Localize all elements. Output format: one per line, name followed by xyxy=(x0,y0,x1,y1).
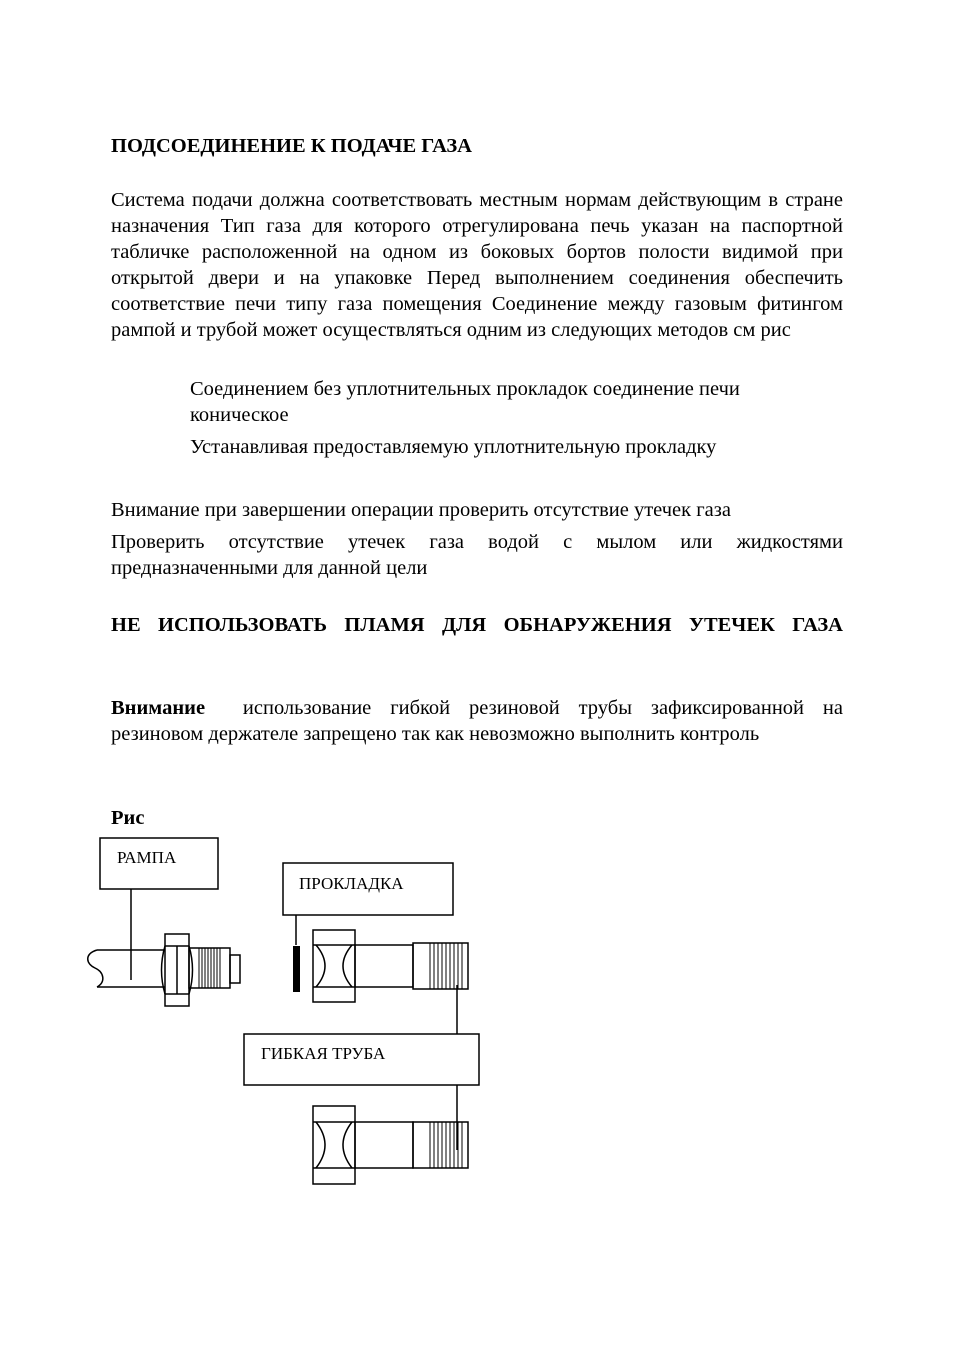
heading-no-flame: НЕ ИСПОЛЬЗОВАТЬ ПЛАМЯ ДЛЯ ОБНАРУЖЕНИЯ УТЕЧЕК ГАЗА xyxy=(111,614,843,636)
paragraph-gas-supply: Система подачи должна соответствовать местным нормам действующим в стране назначения Тип газа для которого отрегулирована печь указан на паспортной табличке расположенной на одном из боковых бортов полости видимой при открытой двери и на упаковке Перед выполнением соединения обеспечить соответствие печи типу газа помещения Соединение между газовым фитингом рампой и трубой может осуществляться одним из следующих методов см рис xyxy=(111,189,843,341)
method-item-no-gasket: Соединением без уплотнительных прокладок соединение печи коническое xyxy=(190,378,740,426)
figure-caption: Рис xyxy=(111,807,145,829)
paragraph-leak-test: Проверить отсутствие утечек газа водой с мылом или жидкостями предназначенными для данной цели xyxy=(111,531,843,579)
warning-check-leaks: Внимание при завершении операции проверить отсутствие утечек газа xyxy=(111,499,731,521)
heading-gas-connection: ПОДСОЕДИНЕНИЕ К ПОДАЧЕ ГАЗА xyxy=(111,135,472,157)
ramp-label: РАМПА xyxy=(117,848,177,867)
warning-text: использование гибкой резиновой трубы зафиксированной на резиновом держателе запрещено так как невозможно выполнить контроль xyxy=(111,697,843,745)
method-item-with-gasket: Устанавливая предоставляемую уплотнительную прокладку xyxy=(190,436,717,458)
gasket-label: ПРОКЛАДКА xyxy=(299,874,404,893)
warning-label: Внимание xyxy=(111,697,206,719)
gasket-shape xyxy=(293,946,300,992)
flex-pipe-label: ГИБКАЯ ТРУБА xyxy=(261,1044,386,1063)
